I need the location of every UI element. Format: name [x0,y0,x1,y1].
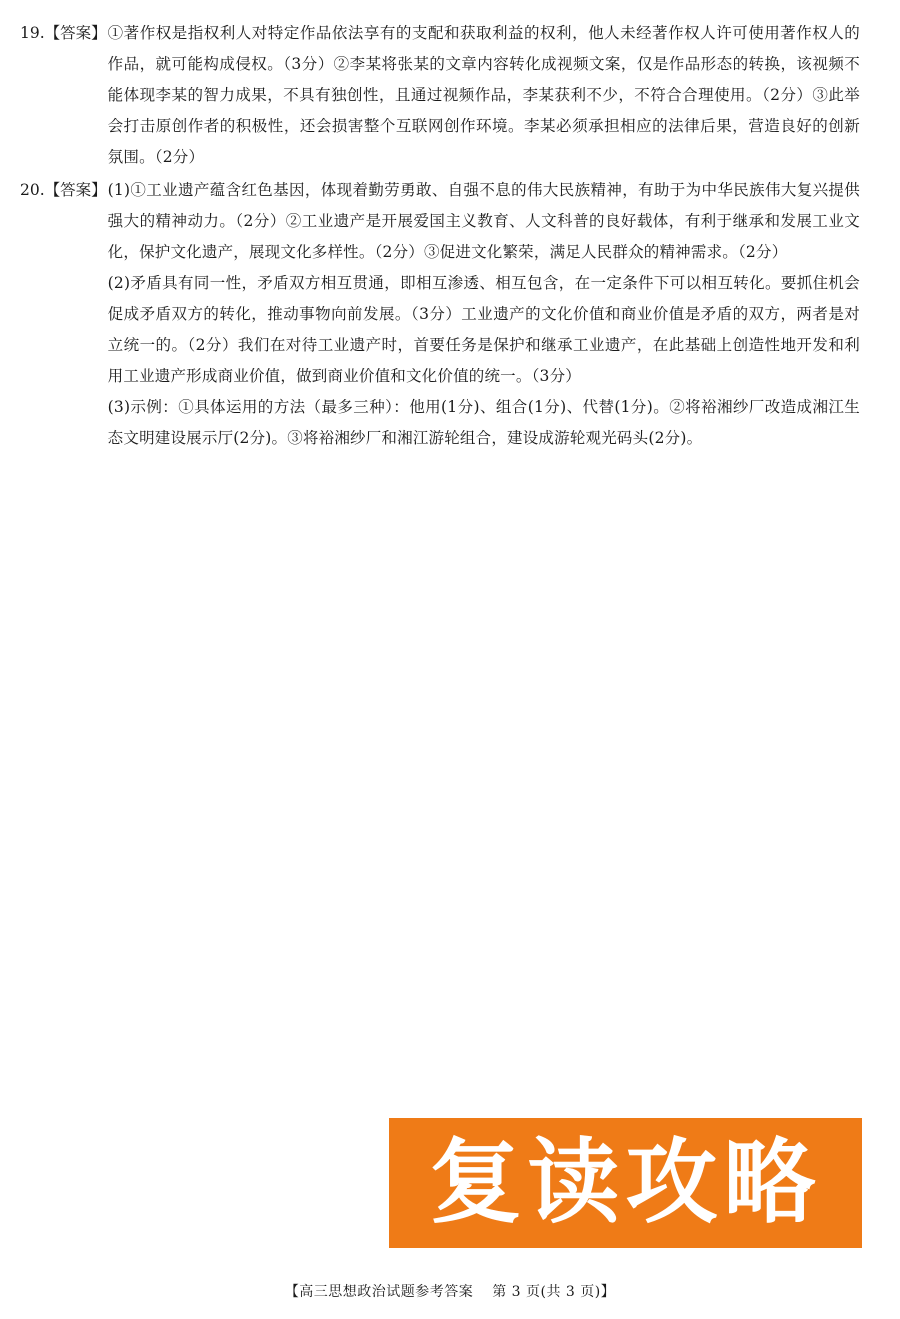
answer-body-20 [108,175,860,454]
watermark-stamp [389,1118,862,1248]
answer-block-20 [20,175,860,454]
answer-paragraph: (1)①工业遗产蕴含红色基因，体现着勤劳勇敢、自强不息的伟大民族精神，有助于为中华民族伟大复兴提供强大的精神动力。（2分）②工业遗产是开展爱国主义教育、人文科普的良好载体，有利于继承和发展工业文化，保护文化遗产，展现文化多样性。（2分）③促进文化繁荣，满足人民群众的精神需求。（2分） [107,181,860,261]
answer-paragraph: ①著作权是指权利人对特定作品依法享有的支配和获取利益的权利，他人未经著作权人许可使用著作权人的作品，就可能构成侵权。（3分）②李某将张某的文章内容转化成视频文案，仅是作品形态的转换，该视频不能体现李某的智力成果，不具有独创性，且通过视频作品，李某获利不少，不符合合理使用。（2分）③此举会打击原创作者的积极性，还会损害整个互联网创作环境。李某必须承担相应的法律后果，营造良好的创新氛围。（2分） [107,24,860,166]
question-number-20: 20.【答案】 [20,181,107,199]
answer-paragraph: (3)示例：①具体运用的方法（最多三种）：他用(1分)、组合(1分)、代替(1分)。②将裕湘纱厂改造成湘江生态文明建设展示厅(2分)。③将裕湘纱厂和湘江游轮组合，建设成游轮观光码头(2分)。 [107,398,860,447]
footer-note: 【高三思想政治试题参考答案 [284,1284,474,1300]
stamp-text: 复读攻略 [429,1129,822,1236]
answer-body-19 [108,18,860,173]
answer-paragraph: (2)矛盾具有同一性，矛盾双方相互贯通，即相互渗透、相互包含，在一定条件下可以相互转化。要抓住机会促成矛盾双方的转化，推动事物向前发展。（3分）工业遗产的文化价值和商业价值是矛盾的双方，两者是对立统一的。（2分）我们在对待工业遗产时，首要任务是保护和继承工业遗产，在此基础上创造性地开发和利用工业遗产形成商业价值，做到商业价值和文化价值的统一。（3分） [107,274,860,385]
page-footer [0,1281,900,1301]
answer-block-19 [20,18,860,173]
footer-page-number: 第 3 页(共 3 页)】 [492,1284,616,1300]
question-number-19: 19.【答案】 [20,24,107,42]
